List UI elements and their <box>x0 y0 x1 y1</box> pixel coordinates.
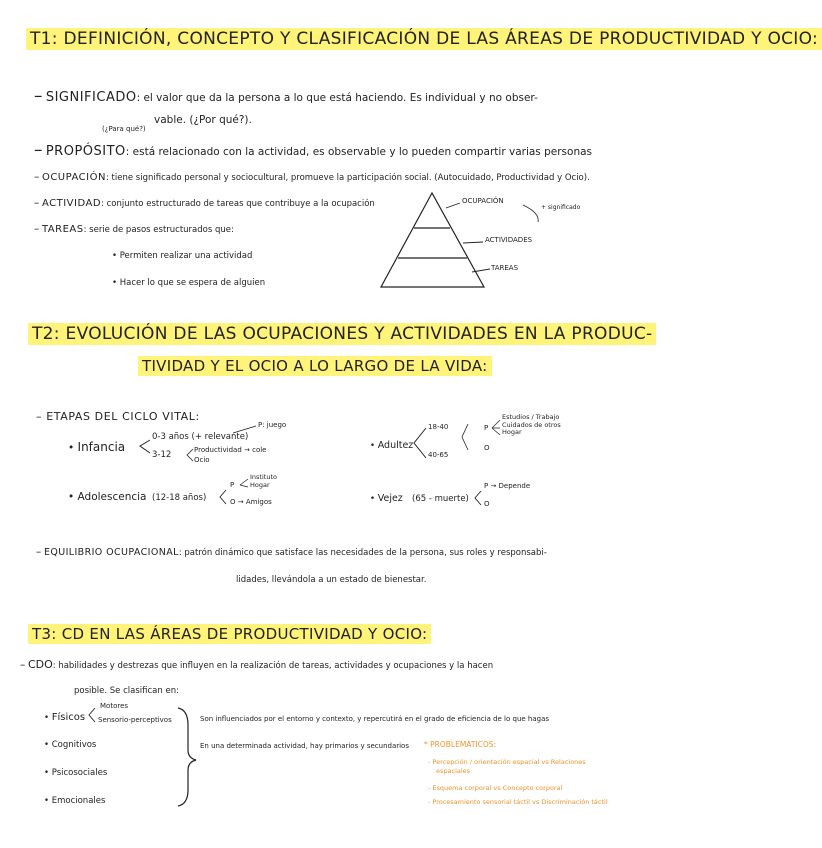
adultez-item: Estudios / Trabajo <box>502 413 560 421</box>
adultez-p-items <box>502 414 561 437</box>
t3-title: T3: CD EN LAS ÁREAS DE PRODUCTIVIDAD Y OCIO: <box>28 624 431 644</box>
significado-curve <box>523 205 538 222</box>
proposito-note: (¿Para qué?) <box>102 125 146 133</box>
adolescencia-item: Instituto <box>250 473 277 481</box>
cdo-primary-text: En una determinada actividad, hay primarios y secundarios <box>200 742 409 750</box>
significado-label: SIGNIFICADO <box>45 90 137 105</box>
adultez-o: O <box>484 444 490 452</box>
proposito-text: : está relacionado con la actividad, es observable y lo pueden compartir varias personas <box>125 146 593 158</box>
tareas-text: : serie de pasos estructurados que: <box>83 225 234 235</box>
ocupacion-text: : tiene significado personal y sociocultural, promueve la participación social. (Autocuidado, Productividad y Ocio). <box>105 173 590 183</box>
adultez-p-arrows <box>492 420 500 435</box>
vejez-bracket <box>475 491 481 505</box>
equilibrio-label: EQUILIBRIO OCUPACIONAL <box>43 547 179 558</box>
adultez-sub-bracket <box>462 424 468 450</box>
infancia-range-a: 0-3 años (+ relevante) <box>152 432 249 442</box>
problematicos-note-2: - Esquema corporal vs Concepto corporal <box>428 784 563 792</box>
infancia-bracket <box>140 440 150 453</box>
tareas-bullet-1: • Permiten realizar una actividad <box>112 251 253 261</box>
cdo-label: CDO <box>27 658 53 671</box>
pyramid-actividades-label: ACTIVIDADES <box>485 236 533 244</box>
adolescencia-age: (12-18 años) <box>152 493 207 503</box>
adultez-range-a: 18-40 <box>428 423 449 431</box>
adolescencia-label: • Adolescencia <box>68 491 147 503</box>
proposito-line: – PROPÓSITO: está relacionado con la actividad, es observable y lo pueden compartir varias personas <box>34 140 593 160</box>
adultez-bracket <box>414 428 426 458</box>
pyramid-significado-label: + significado <box>541 204 581 211</box>
significado-text-2: vable. (¿Por qué?). <box>154 114 252 126</box>
adultez-range-b: 40-65 <box>428 451 449 459</box>
vejez-label: • Vejez <box>370 493 403 504</box>
equilibrio-text-2: lidades, llevándola a un estado de bienestar. <box>236 575 427 585</box>
ocupacion-label: OCUPACIÓN <box>41 172 106 183</box>
cdo-text-2: posible. Se clasifican en: <box>74 686 179 696</box>
equilibrio-text: : patrón dinámico que satisface las necesidades de la persona, sus roles y responsabi- <box>178 548 547 558</box>
tareas-bullet-2: • Hacer lo que se espera de alguien <box>112 278 266 288</box>
sensorio-label: Sensorio-perceptivos <box>98 716 172 724</box>
vejez-o: O <box>484 500 490 508</box>
adolescencia-p-items <box>250 473 277 489</box>
adolescencia-p-arrows <box>240 479 248 487</box>
tareas-label: TAREAS <box>41 224 84 235</box>
vejez-age: (65 - muerte) <box>412 494 469 504</box>
significado-line: – SIGNIFICADO: el valor que da la persona a lo que está haciendo. Es individual y no obser- <box>34 86 538 106</box>
motores-label: Motores <box>100 702 129 710</box>
actividad-label: ACTIVIDAD <box>41 198 102 209</box>
infancia-range-b: 3-12 <box>152 450 172 460</box>
cdo-influence-text: Son influenciados por el entorno y contexto, y repercutirá en el grado de eficiencia de lo que hagas <box>200 715 550 723</box>
proposito-label: PROPÓSITO <box>45 144 126 159</box>
problematicos-note-1b: espaciales <box>436 767 471 775</box>
cdo-line: – CDO: habilidades y destrezas que influyen en la realización de tareas, actividades y ocupaciones y la hacen <box>20 658 494 671</box>
cognitivos-label: • Cognitivos <box>44 740 97 750</box>
actividad-text: : conjunto estructurado de tareas que contribuye a la ocupación <box>101 199 375 209</box>
problematicos-title: * PROBLEMÁTICOS: <box>424 740 497 749</box>
problematicos-note-1: - Percepción / orientación espacial vs Relaciones <box>428 758 586 766</box>
pyramid-outline <box>381 193 484 287</box>
infancia-ocio: Ocio <box>194 456 210 464</box>
fisicos-bracket <box>89 708 95 722</box>
adultez-item: Cuidados de otros <box>502 420 561 429</box>
emocionales-label: • Emocionales <box>44 796 106 806</box>
cdo-text: : habilidades y destrezas que influyen en la realización de tareas, actividades y ocupaciones y la hacen <box>52 661 494 671</box>
vejez-p: P → Depende <box>484 482 531 490</box>
infancia-sub-bracket <box>187 449 193 461</box>
t2-title-line-2: TIVIDAD Y EL OCIO A LO LARGO DE LA VIDA: <box>138 356 492 376</box>
fisicos-label: • Físicos <box>44 712 86 723</box>
psicosociales-label: • Psicosociales <box>44 768 108 778</box>
infancia-p-juego: P: juego <box>258 421 287 429</box>
adultez-label: • Adultez <box>370 440 414 451</box>
etapas-label: – ETAPAS DEL CICLO VITAL: <box>36 410 200 423</box>
tareas-line: – TAREAS: serie de pasos estructurados que: <box>34 223 234 235</box>
t2-title-line-1: T2: EVOLUCIÓN DE LAS OCUPACIONES Y ACTIVIDADES EN LA PRODUC- <box>28 323 656 345</box>
pyramid-arrow-2 <box>463 242 483 243</box>
equilibrio-line: – EQUILIBRIO OCUPACIONAL: patrón dinámico que satisface las necesidades de la persona, sus roles y responsabi- <box>36 546 547 558</box>
adolescencia-item: Hogar <box>250 481 270 489</box>
significado-text: : el valor que da la persona a lo que está haciendo. Es individual y no obser- <box>136 92 538 104</box>
pyramid-tareas-label: TAREAS <box>491 264 519 272</box>
adolescencia-bracket <box>220 490 226 504</box>
big-curly-brace <box>178 708 196 806</box>
actividad-line: – ACTIVIDAD: conjunto estructurado de tareas que contribuye a la ocupación <box>34 197 375 209</box>
ocupacion-line: – OCUPACIÓN: tiene significado personal y sociocultural, promueve la participación social. (Autocuidado, Productividad y Ocio). <box>34 171 590 183</box>
problematicos-note-3: - Procesamiento sensorial táctil vs Discriminación táctil <box>428 798 608 806</box>
adultez-item: Hogar <box>502 428 522 436</box>
infancia-productividad: Productividad → cole <box>194 446 267 454</box>
infancia-label: • Infancia <box>68 440 126 454</box>
adolescencia-o: O → Amigos <box>230 498 272 506</box>
adolescencia-p: P <box>230 481 235 489</box>
pyramid-ocupacion-label: OCUPACIÓN <box>462 197 504 205</box>
adultez-p: P <box>484 424 489 432</box>
t1-title: T1: DEFINICIÓN, CONCEPTO Y CLASIFICACIÓN DE LAS ÁREAS DE PRODUCTIVIDAD Y OCIO: <box>26 28 822 50</box>
pyramid-arrow-1 <box>446 203 460 208</box>
